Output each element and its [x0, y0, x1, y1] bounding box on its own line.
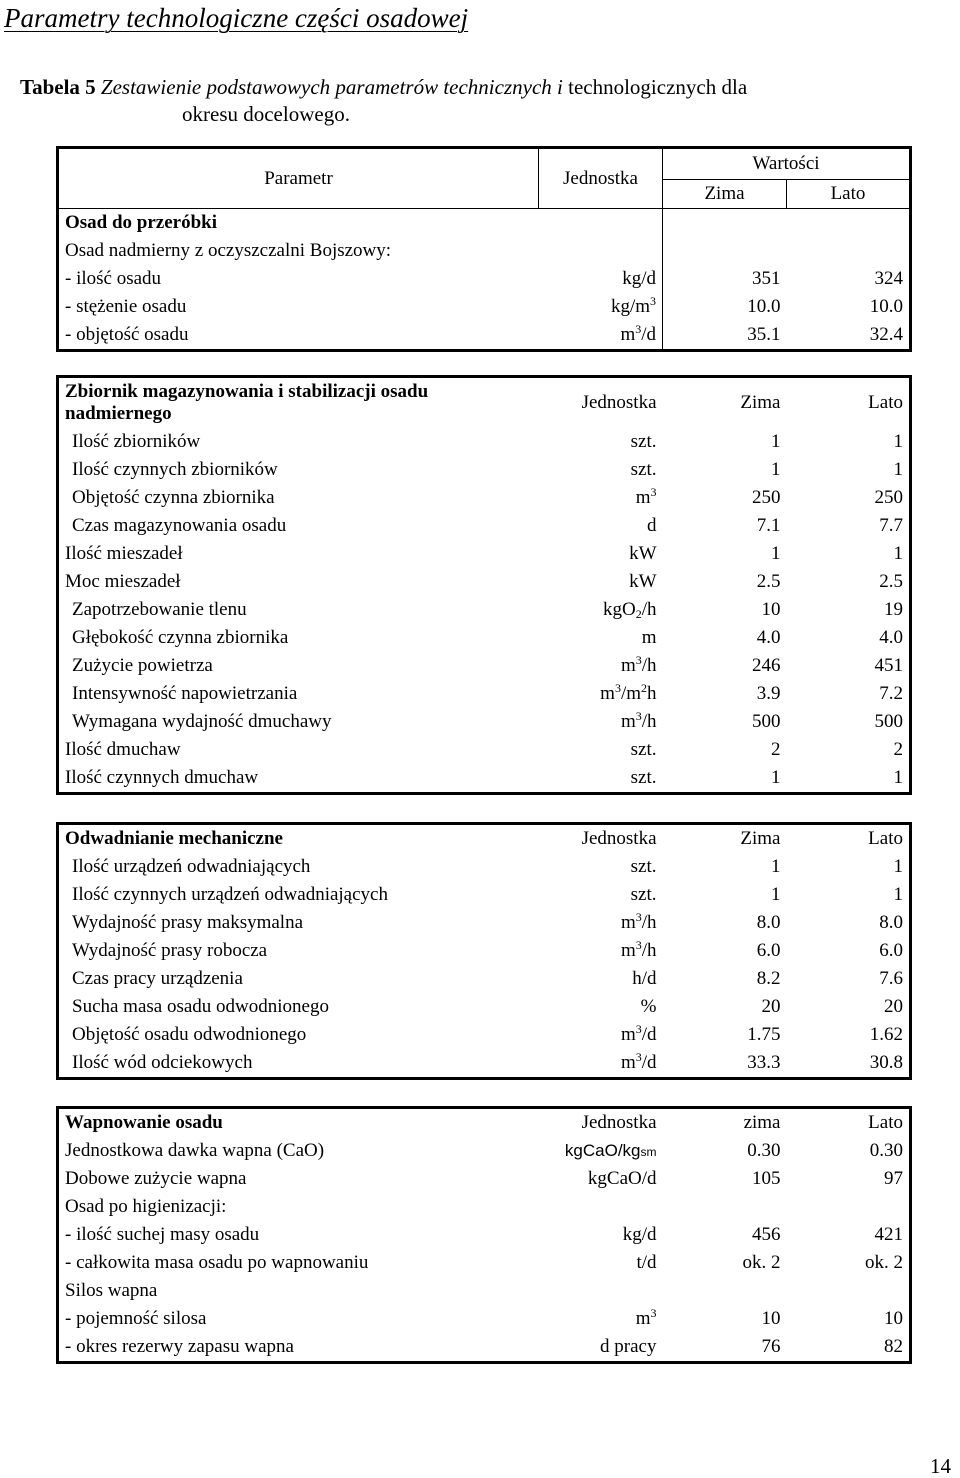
- row-value-lato: 324: [874, 268, 903, 289]
- row-name: - ilość osadu: [65, 268, 162, 289]
- row-value-lato: 1.62: [869, 1024, 903, 1045]
- table-row: [58, 1049, 911, 1079]
- table-row: [58, 764, 911, 794]
- row-unit: $m^3/d$: [620, 1022, 657, 1045]
- row-value-zima: 1: [771, 767, 781, 788]
- row-value-zima: 76: [761, 1336, 781, 1357]
- row-name: Jednostkowa dawka wapna (CaO): [65, 1140, 325, 1161]
- row-name: Czas magazynowania osadu: [72, 515, 287, 536]
- table-row: [58, 708, 911, 736]
- row-value-lato: ok. 2: [865, 1252, 903, 1273]
- row-value-zima: 10: [761, 1308, 781, 1329]
- row-unit: $m^3/h$: [620, 938, 657, 961]
- section-osad-do-przerobki: Osad do przeróbki: [65, 212, 218, 233]
- header-lato: Lato: [787, 180, 911, 209]
- header-jednostka: Jednostka: [539, 148, 663, 209]
- row-value-zima: 1: [771, 459, 781, 480]
- header-lato: Lato: [868, 392, 903, 413]
- table-row: [58, 1305, 911, 1333]
- section-wapnowanie: Wapnowanie osadu: [65, 1112, 223, 1133]
- table-row: [58, 652, 911, 680]
- row-name: Ilość zbiorników: [72, 431, 201, 452]
- row-unit: kg/d: [622, 1224, 657, 1245]
- header-lato: Lato: [868, 1112, 903, 1133]
- table-row: [58, 456, 911, 484]
- row-value-zima: 500: [752, 711, 781, 732]
- row-unit: $m^3/d$: [539, 321, 663, 351]
- header-zima: Zima: [663, 180, 787, 209]
- row-unit: d pracy: [600, 1336, 657, 1357]
- row-unit: $m^3/h$: [620, 910, 657, 933]
- row-unit: szt.: [630, 884, 657, 905]
- table-row: [58, 428, 911, 456]
- table-row: [58, 853, 911, 881]
- table-row: [58, 512, 911, 540]
- table-row: [58, 993, 911, 1021]
- row-value-lato: 1: [893, 884, 903, 905]
- row-unit: kgCaO/d: [587, 1168, 657, 1189]
- row-value-lato: 421: [874, 1224, 903, 1245]
- caption-italic-text: Zestawienie podstawowych parametrów technicznych i: [100, 75, 563, 99]
- row-unit: kg/d: [539, 265, 663, 293]
- row-unit: kgO$_2$/h: [602, 599, 657, 621]
- row-value-zima: 4.0: [756, 627, 781, 648]
- row-value-zima: 3.9: [756, 683, 781, 704]
- table-row: [58, 1193, 911, 1221]
- row-unit: szt.: [630, 856, 657, 877]
- row-value-lato: 0.30: [869, 1140, 903, 1161]
- row-value-lato: 20: [884, 996, 903, 1017]
- row-unit: kW: [629, 571, 657, 592]
- row-unit: szt.: [630, 739, 657, 760]
- table-row: [58, 265, 911, 293]
- row-value-lato: 30.8: [869, 1052, 903, 1073]
- subsection-osad-nadmierny: Osad nadmierny z oczyszczalni Bojszowy:: [65, 240, 392, 261]
- row-unit: h/d: [632, 968, 657, 989]
- row-value-zima: [663, 1193, 787, 1221]
- row-unit: m: [641, 627, 657, 648]
- row-value-lato: 6.0: [879, 940, 903, 961]
- row-value-zima: 105: [752, 1168, 781, 1189]
- row-value-zima: ok. 2: [742, 1252, 781, 1273]
- table-row: [58, 680, 911, 708]
- row-value-lato: 8.0: [879, 912, 903, 933]
- row-value-zima: 0.30: [747, 1140, 781, 1161]
- row-value-zima: 1: [771, 431, 781, 452]
- header-lato: Lato: [868, 828, 903, 849]
- row-value-zima: 2.5: [756, 571, 781, 592]
- row-name: - pojemność silosa: [65, 1308, 207, 1329]
- row-value-lato: 7.6: [879, 968, 903, 989]
- table-zbiornik: [56, 375, 912, 795]
- row-unit: kgCaO/kgsm: [564, 1140, 657, 1160]
- header-jednostka: Jednostka: [581, 828, 657, 849]
- header-jednostka: Jednostka: [581, 1112, 657, 1133]
- table-row: [58, 965, 911, 993]
- row-unit: $m^3/m^2h$: [600, 681, 657, 704]
- row-name: Zapotrzebowanie tlenu: [72, 599, 247, 620]
- row-name: Czas pracy urządzenia: [72, 968, 243, 989]
- table-row: [58, 909, 911, 937]
- row-value-lato: 97: [884, 1168, 903, 1189]
- row-value-zima: 1: [771, 884, 781, 905]
- row-name: Silos wapna: [65, 1280, 158, 1301]
- row-name: - okres rezerwy zapasu wapna: [65, 1336, 294, 1357]
- row-value-zima: 6.0: [756, 940, 781, 961]
- row-value-zima: 456: [752, 1224, 781, 1245]
- row-value-zima: 8.2: [756, 968, 781, 989]
- table-row: [58, 1021, 911, 1049]
- row-name: Ilość urządzeń odwadniających: [72, 856, 311, 877]
- table-row: [58, 1249, 911, 1277]
- row-name: Objętość czynna zbiornika: [72, 487, 275, 508]
- row-unit: $m^3/h$: [620, 709, 657, 732]
- row-value-lato: 2: [893, 739, 903, 760]
- table-row: [58, 484, 911, 512]
- row-unit: $m^3/d$: [620, 1050, 657, 1073]
- row-value-zima: 351: [752, 268, 781, 289]
- row-name: - stężenie osadu: [65, 296, 187, 317]
- header-wartosci: Wartości: [663, 148, 911, 180]
- row-value-lato: 10.0: [869, 296, 903, 317]
- table-wapnowanie: [56, 1106, 912, 1364]
- table-odwadnianie: [56, 822, 912, 1080]
- section-zbiornik: Zbiornik magazynowania i stabilizacji osadu nadmiernego: [65, 381, 429, 424]
- row-name: - objętość osadu: [65, 324, 189, 345]
- table-row: [58, 596, 911, 624]
- row-value-lato: 1: [893, 459, 903, 480]
- row-value-zima: 2: [771, 739, 781, 760]
- row-name: Dobowe zużycie wapna: [65, 1168, 247, 1189]
- row-value-lato: [787, 1277, 911, 1305]
- row-value-zima: 33.3: [747, 1052, 781, 1073]
- row-value-zima: 10.0: [747, 296, 781, 317]
- row-value-zima: 246: [752, 655, 781, 676]
- row-unit: t/d: [636, 1252, 657, 1273]
- row-value-lato: 1: [893, 856, 903, 877]
- row-value-lato: 82: [884, 1336, 903, 1357]
- row-value-lato: 7.2: [879, 683, 903, 704]
- table-osad-do-przerobki: [56, 146, 912, 352]
- row-name: Wydajność prasy maksymalna: [72, 912, 304, 933]
- row-unit: [539, 1193, 663, 1221]
- row-name: - ilość suchej masy osadu: [65, 1224, 260, 1245]
- row-name: Ilość czynnych dmuchaw: [65, 767, 259, 788]
- row-value-lato: 500: [874, 711, 903, 732]
- row-value-lato: 250: [874, 487, 903, 508]
- row-name: Ilość wód odciekowych: [72, 1052, 253, 1073]
- page-number: 14: [930, 1454, 951, 1478]
- row-value-zima: 8.0: [756, 912, 781, 933]
- row-unit: $m^3/h$: [620, 653, 657, 676]
- table-row: [58, 937, 911, 965]
- header-jednostka: Jednostka: [581, 392, 657, 413]
- row-value-zima: 250: [752, 487, 781, 508]
- table-row: [58, 881, 911, 909]
- row-name: Objętość osadu odwodnionego: [72, 1024, 307, 1045]
- row-unit: %: [640, 996, 657, 1017]
- row-value-lato: 32.4: [869, 324, 903, 345]
- table-row: [58, 1277, 911, 1305]
- table-row: [58, 540, 911, 568]
- page-title: Parametry technologiczne części osadowej: [4, 3, 469, 33]
- row-value-zima: 20: [761, 996, 781, 1017]
- header-zima: zima: [743, 1112, 781, 1133]
- table-caption: [20, 74, 920, 128]
- row-name: Wymagana wydajność dmuchawy: [72, 711, 332, 732]
- row-name: Intensywność napowietrzania: [72, 683, 298, 704]
- row-value-lato: 19: [884, 599, 903, 620]
- row-unit: $kg/m^3$: [539, 293, 663, 321]
- row-name: Osad po higienizacji:: [65, 1196, 227, 1217]
- row-unit: szt.: [630, 459, 657, 480]
- row-value-lato: 10: [884, 1308, 903, 1329]
- row-value-lato: 4.0: [879, 627, 903, 648]
- row-value-lato: 7.7: [879, 515, 903, 536]
- header-zima: Zima: [740, 392, 781, 413]
- row-value-lato: 2.5: [879, 571, 903, 592]
- table-row: [58, 1333, 911, 1363]
- header-parametr: Parametr: [58, 148, 539, 209]
- header-zima: Zima: [740, 828, 781, 849]
- row-value-zima: 1: [771, 856, 781, 877]
- row-value-lato: 451: [874, 655, 903, 676]
- caption-line2: okresu docelowego.: [182, 102, 350, 126]
- row-name: Ilość dmuchaw: [65, 739, 181, 760]
- row-value-lato: 1: [893, 767, 903, 788]
- table-row: [58, 1165, 911, 1193]
- table-row: [58, 624, 911, 652]
- row-name: Moc mieszadeł: [65, 571, 181, 592]
- row-unit: d: [647, 515, 657, 536]
- row-name: Wydajność prasy robocza: [72, 940, 268, 961]
- table-row: [58, 1221, 911, 1249]
- table-row: [58, 1137, 911, 1165]
- row-value-lato: 1: [893, 543, 903, 564]
- row-name: Ilość czynnych urządzeń odwadniających: [72, 884, 388, 905]
- row-name: Ilość mieszadeł: [65, 543, 183, 564]
- row-value-zima: 10: [761, 599, 781, 620]
- row-value-lato: [787, 1193, 911, 1221]
- row-value-zima: 1: [771, 543, 781, 564]
- row-name: - całkowita masa osadu po wapnowaniu: [65, 1252, 369, 1273]
- table-row: [58, 293, 911, 321]
- row-unit: kW: [629, 543, 657, 564]
- row-name: Sucha masa osadu odwodnionego: [72, 996, 329, 1017]
- row-name: Zużycie powietrza: [72, 655, 213, 676]
- row-unit: $m^3$: [635, 1306, 657, 1329]
- row-name: Głębokość czynna zbiornika: [72, 627, 289, 648]
- row-value-zima: [663, 1277, 787, 1305]
- row-value-lato: 1: [893, 431, 903, 452]
- row-value-zima: 35.1: [747, 324, 781, 345]
- row-value-zima: 1.75: [747, 1024, 781, 1045]
- row-unit: szt.: [630, 767, 657, 788]
- row-unit: $m^3$: [635, 485, 657, 508]
- row-value-zima: 7.1: [756, 515, 781, 536]
- row-name: Ilość czynnych zbiorników: [72, 459, 278, 480]
- caption-label: Tabela 5: [20, 75, 96, 99]
- section-odwadnianie: Odwadnianie mechaniczne: [65, 828, 283, 849]
- table-row: [58, 736, 911, 764]
- table-row: [58, 568, 911, 596]
- caption-plain-text: technologicznych dla: [568, 75, 748, 99]
- table-row: [58, 321, 911, 351]
- row-unit: szt.: [630, 431, 657, 452]
- row-unit: [539, 1277, 663, 1305]
